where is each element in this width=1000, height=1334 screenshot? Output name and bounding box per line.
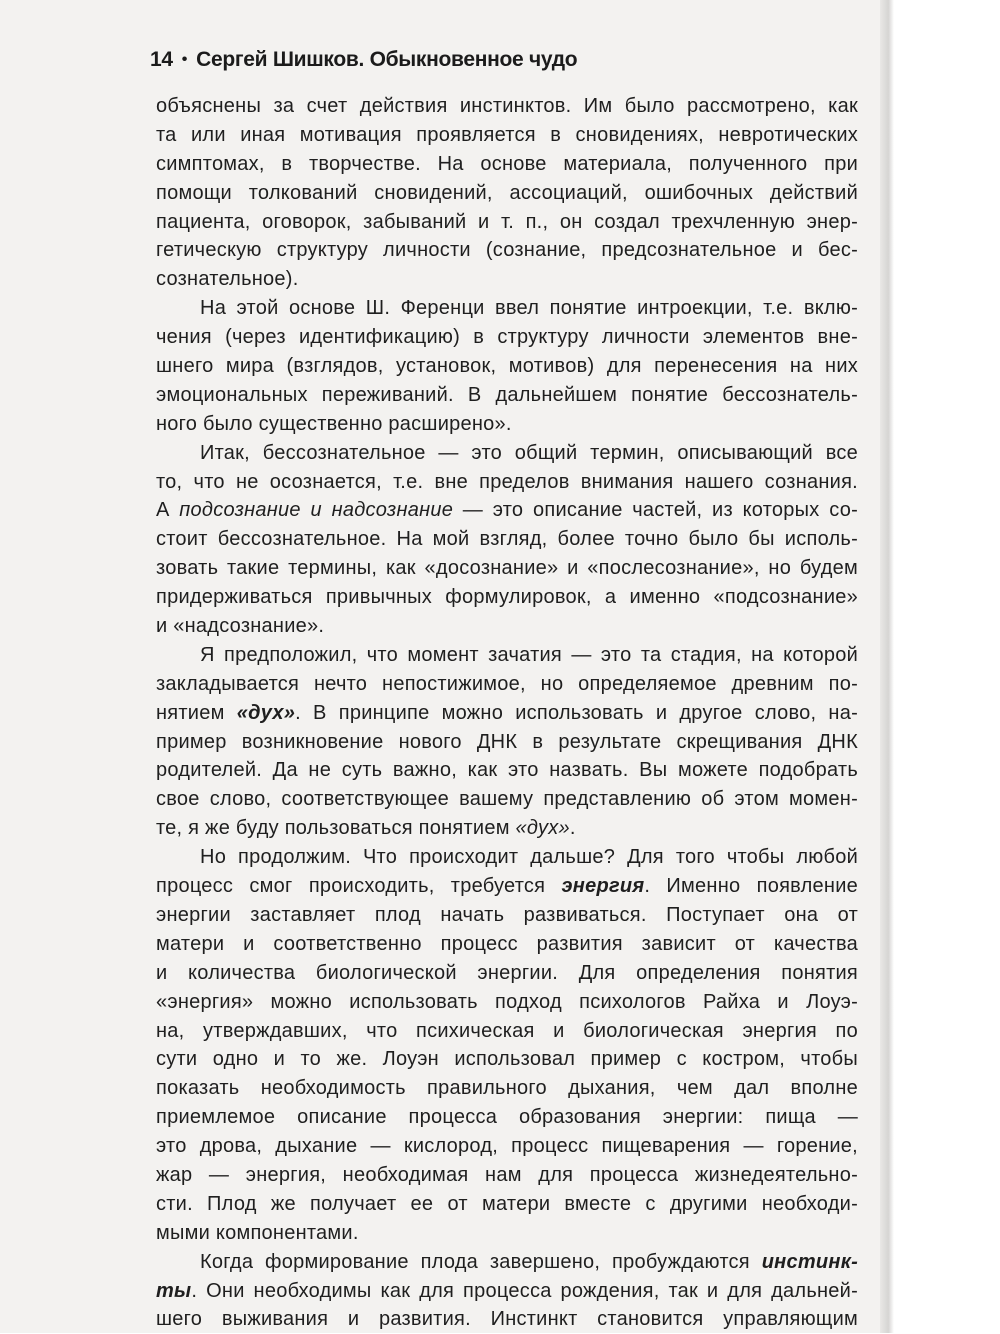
text-line [156,236,858,265]
text-line [156,323,858,352]
text-run: сознательное). [156,268,299,291]
text-run: та или иная мотивация проявляется в сновидениях, невротических [156,123,858,146]
text-run: пациента, оговорок, забываний и т. п., он создал трехчленную энер- [156,210,858,233]
text-run: то, что не осознается, т.е. вне пределов внимания нашего сознания. [156,470,858,493]
text-run: . Именно появление [644,875,858,898]
body-text [156,92,858,1334]
emphasis-text: «дух» [236,701,296,724]
text-run: жар — энергия, необходимая нам для процесса жизнедеятельно- [156,1163,858,1186]
text-line [156,496,858,525]
text-line [156,352,858,381]
text-run: мыми компонентами. [156,1221,359,1244]
text-run: придерживаться привычных формулировок, а именно «подсознание» [156,586,858,609]
text-line [156,150,858,179]
text-line [156,756,858,785]
text-run: закладывается нечто непостижимое, но определяемое древним по- [156,672,858,695]
text-line [156,1161,858,1190]
text-run: . В принципе можно использовать и другое слово, на- [295,701,858,724]
text-line [156,1017,858,1046]
text-line [156,208,858,237]
paragraph [156,1248,858,1334]
emphasis-text: инстинк- [761,1250,858,1273]
text-run: это дрова, дыхание — кислород, процесс пищеварения — горение, [156,1135,858,1158]
text-run: и количества биологической энергии. Для определения понятия [156,961,858,984]
text-line [156,92,858,121]
emphasis-text: подсознание и надсознание [179,499,454,522]
text-line [156,439,858,468]
text-run: приемлемое описание процесса образования энергии: пища — [156,1106,858,1129]
text-line [156,121,858,150]
paragraph [156,92,858,294]
text-line [156,1305,858,1334]
page-edge [880,0,894,1333]
text-line [156,872,858,901]
text-line [156,785,858,814]
running-header [150,48,850,72]
text-run: свое слово, соответствующее вашему представлению об этом момен- [156,788,858,811]
text-run: эмоциональных переживаний. В дальнейшем понятие бессознатель- [156,383,858,406]
text-line [156,988,858,1017]
text-run: процесс смог происходить, требуется [156,875,562,898]
text-run: чения (через идентификацию) в структуру личности элементов вне- [156,326,858,349]
text-run: шнего мира (взглядов, установок, мотивов) для перенесения на них [156,355,858,378]
text-run: На этой основе Ш. Ференци ввел понятие интроекции, т.е. вклю- [200,297,858,320]
text-run: А [156,499,180,522]
text-line [156,699,858,728]
text-line [156,525,858,554]
text-line [156,1103,858,1132]
text-run: — это описание частей, из которых со- [453,499,858,522]
text-line [156,959,858,988]
text-line [156,670,858,699]
emphasis-text: энергия [561,875,645,898]
text-line [156,1132,858,1161]
text-line [156,265,858,294]
text-run: зовать такие термины, как «досознание» и «послесознание», но будем [156,557,858,580]
text-line [156,1074,858,1103]
text-line [156,554,858,583]
text-line [156,410,858,439]
paragraph [156,294,858,438]
text-run: стоит бессознательное. На мой взгляд, более точно было бы исполь- [156,528,858,551]
text-line [156,294,858,323]
emphasis-text: ты [156,1279,192,1302]
text-run: сти. Плод же получает ее от матери вместе с другими необходи- [156,1192,858,1215]
text-line [156,612,858,641]
text-line [156,468,858,497]
text-line [156,641,858,670]
text-line [156,901,858,930]
text-run: и «надсознание». [156,615,325,638]
text-line [156,1277,858,1306]
text-run: «энергия» можно использовать подход психологов Райха и Лоуэ- [156,990,858,1013]
text-line [156,814,858,843]
paragraph [156,641,858,843]
text-line [156,381,858,410]
text-run: на, утверждавших, что психическая и биологическая энергия по [156,1019,858,1042]
text-run: ного было существенно расширено». [156,412,512,435]
text-line [156,843,858,872]
text-line [156,1219,858,1248]
text-run: объяснены за счет действия инстинктов. Им было рассмотрено, как [156,95,858,117]
text-line [156,1190,858,1219]
text-line [156,1045,858,1074]
text-run: гетическую структуру личности (сознание, предсознательное и бес- [156,239,858,262]
paragraph [156,439,858,641]
text-run: те, я же буду пользоваться понятием [156,817,516,840]
text-run: помощи толкований сновидений, ассоциаций, ошибочных действий [156,181,858,204]
text-run: родителей. Да не суть важно, как это назвать. Вы можете подобрать [156,759,858,782]
running-title: Сергей Шишков. Обыкновенное чудо [196,48,578,71]
page-number: 14 [150,48,173,71]
text-line [156,179,858,208]
text-line [156,930,858,959]
text-run: Но продолжим. Что происходит дальше? Для того чтобы любой [200,846,858,869]
emphasis-text: «дух» [515,817,570,840]
text-run: Когда формирование плода завершено, пробуждаются [200,1250,762,1273]
text-run: пример возникновение нового ДНК в результате скрещивания ДНК [156,730,858,753]
text-run: показать необходимость правильного дыхания, чем дал вполне [156,1077,858,1100]
text-run: матери и соответственно процесс развития зависит от качества [156,932,858,955]
header-separator: • [181,51,188,68]
text-run: . Они необходимы как для процесса рождения, так и для дальней- [191,1279,858,1302]
text-run: сути одно и то же. Лоуэн использовал пример с костром, чтобы [156,1048,858,1071]
text-run: Итак, бессознательное — это общий термин, описывающий все [200,441,858,464]
paragraph [156,843,858,1247]
text-run: шего выживания и развития. Инстинкт становится управляющим [156,1308,858,1331]
text-run: энергии заставляет плод начать развиваться. Поступает она от [156,903,858,926]
text-run: симптомах, в творчестве. На основе материала, полученного при [156,152,858,175]
text-line [156,583,858,612]
text-line [156,728,858,757]
text-run: Я предположил, что момент зачатия — это та стадия, на которой [200,643,858,666]
text-line [156,1248,858,1277]
text-run: нятием [156,701,237,724]
text-run: . [569,817,576,840]
